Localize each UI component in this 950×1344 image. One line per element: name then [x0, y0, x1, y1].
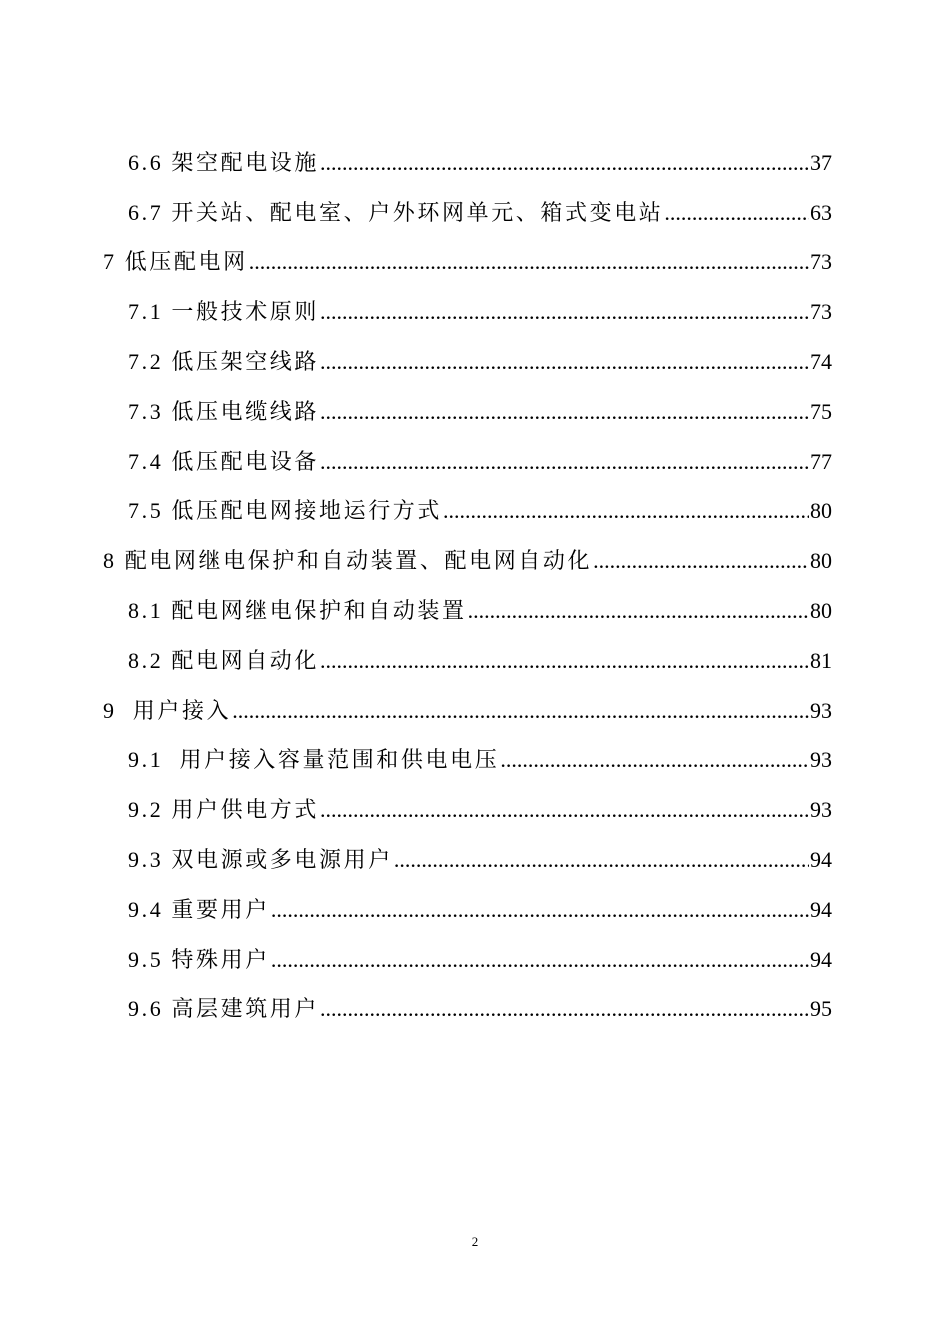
toc-dot-leader	[320, 301, 809, 323]
toc-entry-page: 95	[810, 996, 832, 1022]
toc-entry-7[interactable]	[0, 238, 832, 288]
toc-entry-label: 8.1 配电网继电保护和自动装置	[128, 598, 467, 624]
footer-page-number: 2	[471, 1234, 479, 1249]
toc-dot-leader	[271, 899, 809, 921]
toc-dot-leader	[500, 749, 809, 771]
toc-dot-leader	[271, 949, 809, 971]
toc-entry-label: 9.2 用户供电方式	[128, 797, 320, 823]
toc-entry-label: 7.2 低压架空线路	[128, 349, 320, 375]
toc-entry-7-2[interactable]	[0, 337, 832, 387]
toc-entry-8-1[interactable]	[0, 586, 832, 636]
toc-entry-page: 93	[810, 797, 832, 823]
toc-entry-label: 8.2 配电网自动化	[128, 647, 320, 673]
toc-entry-7-1[interactable]	[0, 287, 832, 337]
toc-entry-8[interactable]	[0, 536, 832, 586]
toc-dot-leader	[320, 451, 809, 473]
toc-entry-page: 73	[810, 299, 832, 325]
toc-entry-label: 7.3 低压电缆线路	[128, 398, 320, 424]
toc-entry-9-1[interactable]	[0, 736, 832, 786]
toc-entry-label: 6.7 开关站、配电室、户外环网单元、箱式变电站	[128, 199, 664, 225]
toc-dot-leader	[320, 401, 809, 423]
toc-entry-7-3[interactable]	[0, 387, 832, 437]
toc-entry-page: 94	[810, 946, 832, 972]
toc-entry-label: 6.6 架空配电设施	[128, 149, 320, 175]
toc-dot-leader	[320, 351, 809, 373]
toc-dot-leader	[468, 600, 809, 622]
toc-entry-6-6[interactable]	[0, 138, 832, 188]
toc-entry-9[interactable]	[0, 686, 832, 736]
toc-entry-9-2[interactable]	[0, 785, 832, 835]
toc-entry-page: 37	[810, 149, 832, 175]
toc-entry-7-4[interactable]	[0, 437, 832, 487]
toc-entry-page: 80	[810, 498, 832, 524]
toc-entry-page: 74	[810, 349, 832, 375]
toc-entry-page: 77	[810, 448, 832, 474]
toc-dot-leader	[593, 550, 809, 572]
toc-entry-label: 9.5 特殊用户	[128, 946, 270, 972]
toc-dot-leader	[443, 500, 809, 522]
toc-entry-label: 9.4 重要用户	[128, 896, 270, 922]
toc-entry-7-5[interactable]	[0, 487, 832, 537]
toc-entry-page: 93	[810, 747, 832, 773]
toc-dot-leader	[320, 152, 809, 174]
toc-entry-page: 80	[810, 548, 832, 574]
toc-entry-page: 94	[810, 896, 832, 922]
toc-dot-leader	[664, 202, 809, 224]
toc-entry-label: 9.6 高层建筑用户	[128, 996, 320, 1022]
toc-entry-label: 7.4 低压配电设备	[128, 448, 320, 474]
toc-entry-page: 75	[810, 398, 832, 424]
toc-entry-label: 8 配电网继电保护和自动装置、配电网自动化	[103, 548, 593, 574]
toc-entry-page: 81	[810, 647, 832, 673]
toc-dot-leader	[320, 799, 809, 821]
toc-dot-leader	[394, 849, 809, 871]
toc-entry-page: 63	[810, 199, 832, 225]
toc-dot-leader	[320, 650, 809, 672]
toc-dot-leader	[249, 251, 809, 273]
toc-entry-8-2[interactable]	[0, 636, 832, 686]
toc-entry-page: 93	[810, 697, 832, 723]
toc-entry-label: 9.1 用户接入容量范围和供电电压	[128, 747, 500, 773]
toc-entry-9-3[interactable]	[0, 835, 832, 885]
toc-entry-label: 7 低压配电网	[103, 249, 248, 275]
toc-dot-leader	[320, 998, 809, 1020]
toc-entry-page: 73	[810, 249, 832, 275]
toc-entry-label: 9.3 双电源或多电源用户	[128, 847, 393, 873]
toc-entry-label: 7.5 低压配电网接地运行方式	[128, 498, 443, 524]
toc-entry-page: 94	[810, 847, 832, 873]
toc-entry-label: 9 用户接入	[103, 697, 232, 723]
toc-entry-9-4[interactable]	[0, 885, 832, 935]
toc-entry-page: 80	[810, 598, 832, 624]
toc-entry-6-7[interactable]	[0, 188, 832, 238]
toc-entry-9-6[interactable]	[0, 985, 832, 1035]
toc-entry-9-5[interactable]	[0, 935, 832, 985]
toc-dot-leader	[232, 700, 809, 722]
table-of-contents	[0, 138, 950, 1034]
toc-entry-label: 7.1 一般技术原则	[128, 299, 320, 325]
